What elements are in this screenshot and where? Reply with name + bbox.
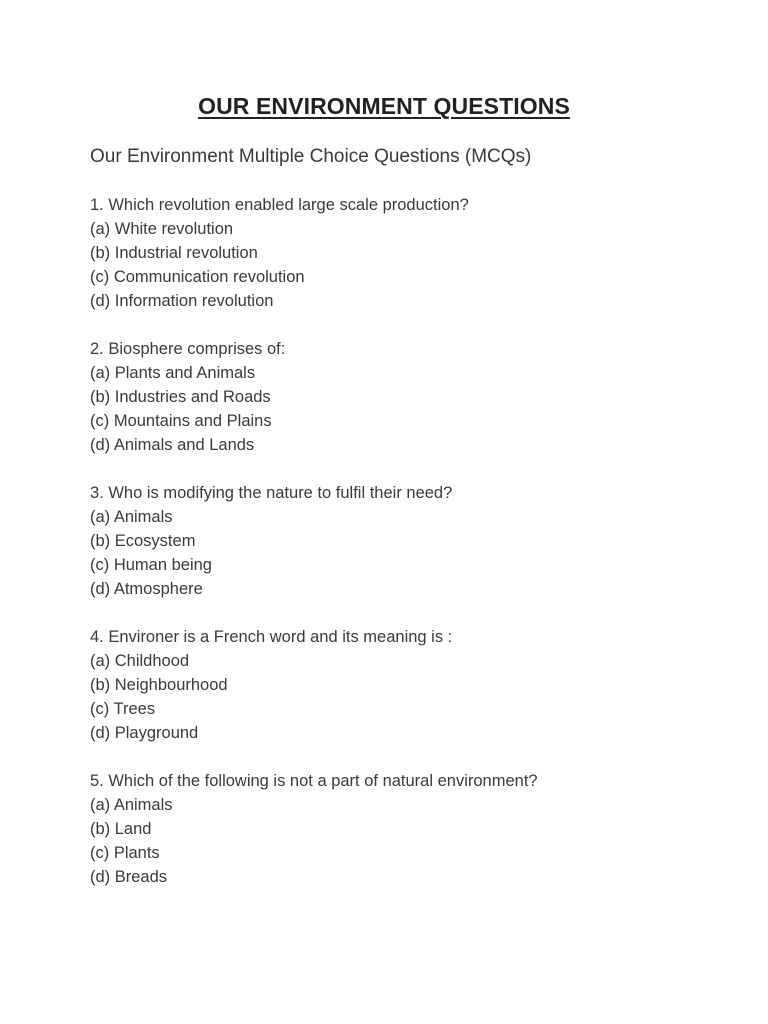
question-text: 3. Who is modifying the nature to fulfil their need? (90, 484, 453, 502)
page-subtitle: Our Environment Multiple Choice Questions (MCQs) (90, 146, 532, 167)
question-text: 5. Which of the following is not a part of natural environment? (90, 772, 538, 790)
answer-option: (b) Industrial revolution (90, 244, 258, 263)
answer-option: (c) Communication revolution (90, 268, 305, 287)
answer-option: (a) White revolution (90, 220, 234, 239)
question-2 (90, 337, 730, 457)
answer-option: (c) Mountains and Plains (90, 412, 272, 431)
answer-option: (c) Trees (90, 700, 156, 719)
question-4 (90, 625, 730, 745)
question-5 (90, 769, 730, 889)
answer-option: (d) Animals and Lands (90, 436, 255, 455)
answer-option: (d) Information revolution (90, 292, 274, 311)
answer-option: (a) Childhood (90, 652, 190, 671)
answer-option: (b) Ecosystem (90, 532, 196, 551)
question-1 (90, 193, 730, 313)
answer-option: (c) Human being (90, 556, 212, 575)
answer-option: (a) Animals (90, 796, 173, 815)
page-title: OUR ENVIRONMENT QUESTIONS (198, 93, 570, 119)
question-text: 1. Which revolution enabled large scale production? (90, 196, 469, 214)
answer-option: (b) Neighbourhood (90, 676, 228, 695)
answer-option: (c) Plants (90, 844, 160, 863)
question-text: 4. Environer is a French word and its meaning is : (90, 628, 453, 646)
answer-option: (b) Land (90, 820, 152, 839)
answer-option: (a) Animals (90, 508, 173, 527)
answer-option: (b) Industries and Roads (90, 388, 271, 407)
answer-option: (d) Atmosphere (90, 580, 203, 599)
question-text: 2. Biosphere comprises of: (90, 340, 286, 358)
answer-option: (a) Plants and Animals (90, 364, 256, 383)
question-3 (90, 481, 730, 601)
answer-option: (d) Breads (90, 868, 168, 887)
answer-option: (d) Playground (90, 724, 199, 743)
